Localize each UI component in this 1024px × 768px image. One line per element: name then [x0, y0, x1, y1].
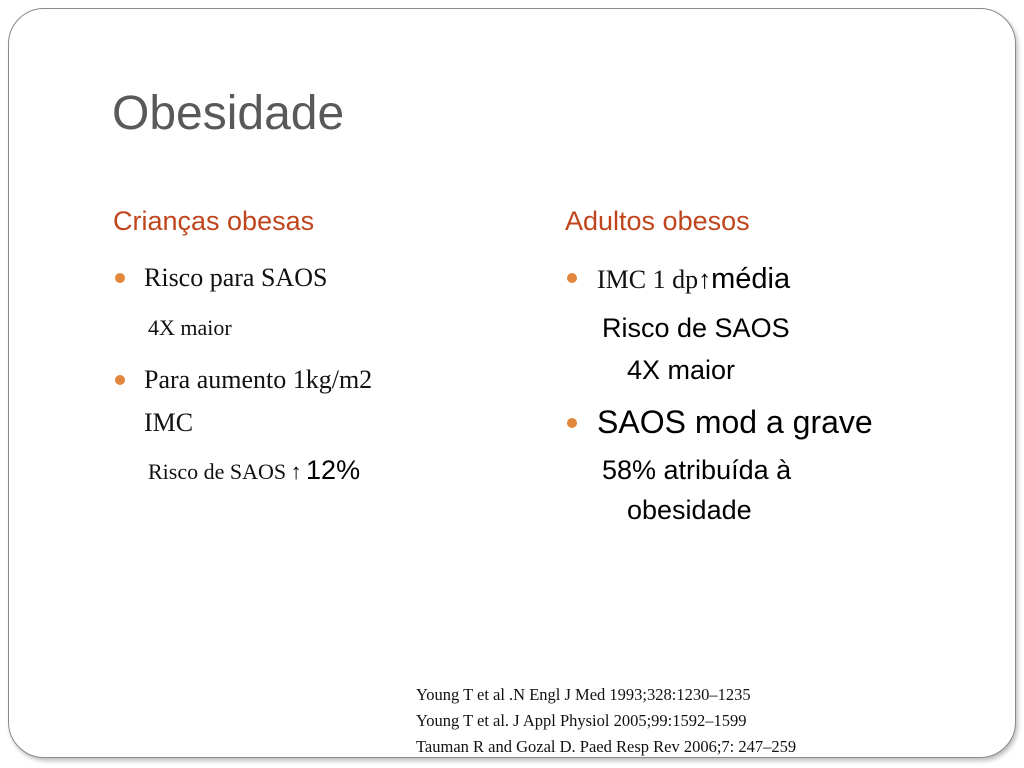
reference-item: Young T et al .N Engl J Med 1993;328:1230–1235: [416, 685, 751, 704]
right-bullet-1-text: IMC 1 dp: [597, 265, 699, 294]
left-bullet-2-sub-text: Risco de SAOS: [148, 459, 287, 484]
bullet-icon: [115, 375, 125, 385]
references: [416, 682, 796, 760]
left-bullet-1-text: Risco para SAOS: [144, 263, 328, 292]
bullet-icon: [567, 418, 577, 428]
left-bullet-1-sub: 4X maior: [148, 315, 232, 340]
right-bullet-1-sub1: Risco de SAOS: [602, 313, 790, 343]
up-arrow-icon: ↑: [698, 264, 712, 294]
left-column-heading: Crianças obesas: [113, 206, 315, 236]
slide-title: Obesidade: [112, 87, 345, 140]
up-arrow-icon: ↑: [290, 459, 302, 484]
bullet-icon: [115, 273, 125, 283]
left-bullet-2-sub-value: 12%: [306, 455, 361, 485]
right-bullet-2-sub2: obesidade: [627, 495, 752, 525]
left-bullet-2-line2: IMC: [144, 408, 194, 437]
left-bullet-2-sub: [148, 455, 360, 486]
reference-item: Young T et al. J Appl Physiol 2005;99:1592–1599: [416, 711, 747, 730]
left-bullet-2-line1: Para aumento 1kg/m2: [144, 365, 373, 394]
bullet-icon: [567, 273, 577, 283]
reference-item: Tauman R and Gozal D. Paed Resp Rev 2006;7: 247–259: [416, 737, 797, 756]
right-bullet-1-suffix: média: [711, 263, 791, 295]
right-column-heading: Adultos obesos: [565, 206, 750, 236]
right-bullet-2-text: SAOS mod a grave: [597, 404, 873, 440]
right-bullet-2-sub1: 58% atribuída à: [602, 455, 792, 485]
right-bullet-1-sub2: 4X maior: [627, 355, 736, 385]
right-bullet-1: [597, 263, 790, 296]
